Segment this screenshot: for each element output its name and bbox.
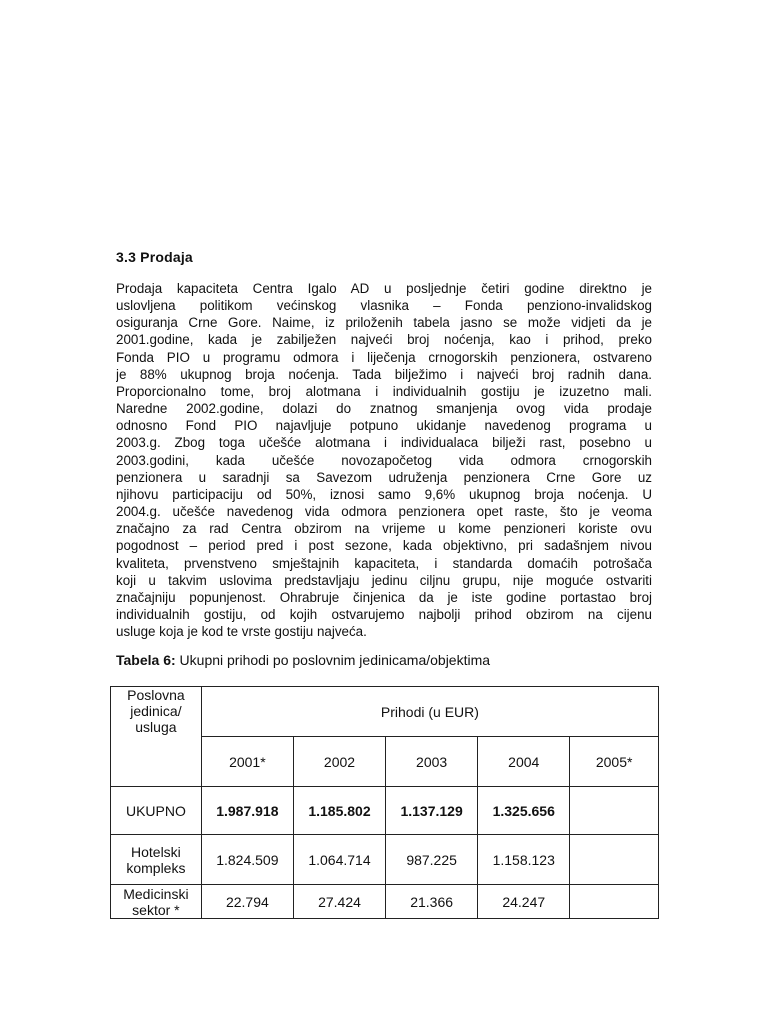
value-cell	[570, 787, 659, 835]
value-cell: 1.137.129	[386, 787, 478, 835]
paragraph-line: Naredne 2002.godine, dolazi do znatnog smanjenja ovog vida prodaje	[116, 401, 652, 417]
value-cell: 24.247	[478, 885, 570, 919]
paragraph-line: usluge koja je kod te vrste gostiju najveća.	[116, 624, 367, 640]
row-label-cell: UKUPNO	[111, 787, 202, 835]
section-heading: 3.3 Prodaja	[116, 249, 193, 265]
paragraph-line: Proporcionalno tome, broj alotmana i individualnih gostiju je izuzetno mali.	[116, 383, 652, 399]
year-cell: 2003	[386, 737, 478, 787]
table-row	[111, 885, 659, 919]
income-table	[110, 686, 659, 919]
year-cell: 2001*	[201, 737, 293, 787]
value-cell: 1.824.509	[201, 835, 293, 885]
value-cell: 1.987.918	[201, 787, 293, 835]
year-cell: 2005*	[570, 737, 659, 787]
paragraph-line: je 88% ukupnog broja noćenja. Tada bilježimo i najveći broj radnih dana.	[116, 366, 652, 382]
table-row	[111, 835, 659, 885]
paragraph-line: kvaliteta, prvenstveno smještajnih kapaciteta, i standarda domaćih potrošača	[116, 555, 652, 571]
table-row	[111, 787, 659, 835]
row-label-cell: Medicinski sektor *	[111, 885, 202, 919]
value-cell	[570, 885, 659, 919]
paragraph-line: njihovu participaciju od 50%, iznosi samo 9,6% ukupnog broja noćenja. U	[116, 486, 652, 502]
paragraph-line: značajniju popunjenost. Ohrabruje činjenica da je iste godine portastao broj	[116, 589, 652, 605]
value-cell: 1.325.656	[478, 787, 570, 835]
paragraph-line: pogodnost – period pred i post sezone, kada objektivno, pri sadašnjem nivou	[116, 538, 652, 554]
value-cell: 987.225	[386, 835, 478, 885]
table-header-row	[111, 687, 659, 737]
section-paragraph	[116, 280, 652, 640]
table-caption	[116, 652, 490, 668]
header-unit-cell: Poslovna jedinica/ usluga	[111, 687, 202, 787]
table-caption-label: Tabela 6:	[116, 652, 176, 668]
value-cell: 27.424	[293, 885, 385, 919]
value-cell: 1.064.714	[293, 835, 385, 885]
paragraph-line: odnosno Fond PIO najavljuje potpuno ukidanje navedenog programa u	[116, 418, 652, 434]
paragraph-line: 2003.godini, kada učešće novozapočetog vida odmora crnogorskih	[116, 452, 652, 468]
year-cell: 2004	[478, 737, 570, 787]
paragraph-line: penzionera u saradnji sa Savezom udruženja penzionera Crne Gore uz	[116, 469, 652, 485]
paragraph-line: 2001.godine, kada je zabilježen najveći broj noćenja, kao i prihod, preko	[116, 332, 652, 348]
paragraph-line: značajno za rad Centra obzirom na vrijeme u kome penzioneri koriste ovu	[116, 521, 652, 537]
paragraph-line: 2004.g. učešće navedenog vida odmora penzionera opet raste, što je veoma	[116, 504, 652, 520]
paragraph-line: 2003.g. Zbog toga učešće alotmana i individualaca bilježi rast, posebno u	[116, 435, 652, 451]
value-cell: 1.185.802	[293, 787, 385, 835]
paragraph-line: uslovljena politikom većinskog vlasnika – Fonda penziono-invalidskog	[116, 298, 652, 314]
paragraph-line: Prodaja kapaciteta Centra Igalo AD u posljednje četiri godine direktno je	[116, 281, 652, 296]
value-cell: 1.158.123	[478, 835, 570, 885]
table-caption-text: Ukupni prihodi po poslovnim jedinicama/objektima	[175, 652, 491, 668]
value-cell	[570, 835, 659, 885]
paragraph-line: individualnih gostiju, od kojih ostvarujemo najbolji prihod obzirom na cijenu	[116, 606, 652, 622]
row-label-cell: Hotelski kompleks	[111, 835, 202, 885]
value-cell: 21.366	[386, 885, 478, 919]
header-income-cell: Prihodi (u EUR)	[201, 687, 658, 737]
value-cell: 22.794	[201, 885, 293, 919]
paragraph-line: koji u takvim uslovima predstavljaju jedinu ciljnu grupu, nije moguće ostvariti	[116, 572, 652, 588]
paragraph-line: osiguranja Crne Gore. Naime, iz priloženih tabela jasno se može vidjeti da je	[116, 315, 652, 331]
year-cell: 2002	[293, 737, 385, 787]
paragraph-line: Fonda PIO u programu odmora i liječenja crnogorskih penzionera, ostvareno	[116, 349, 652, 365]
